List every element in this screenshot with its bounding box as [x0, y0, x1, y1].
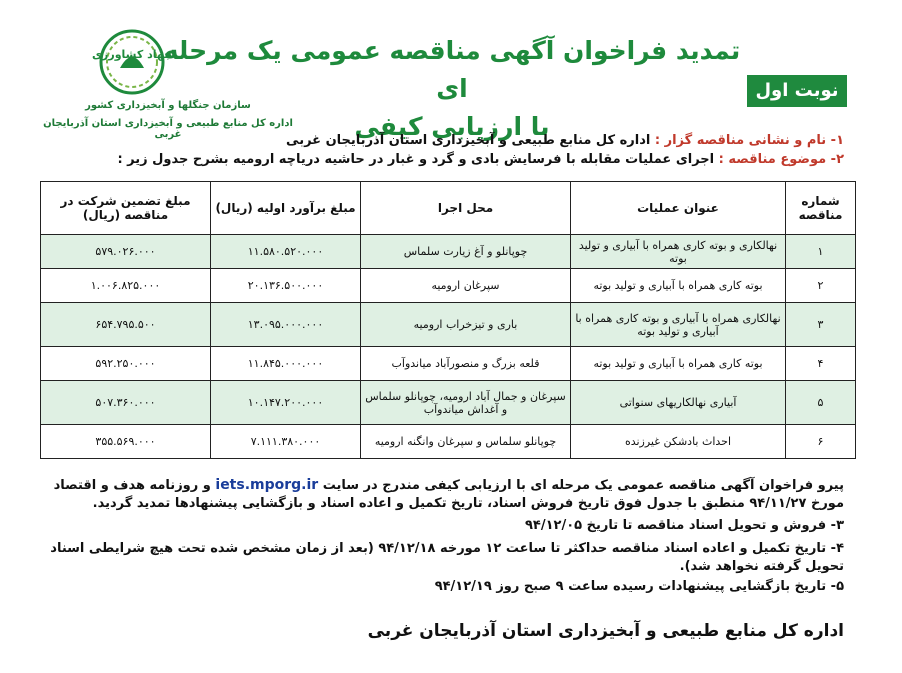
cell-number: ۵	[786, 381, 856, 425]
org-line-1: سازمان جنگلها و آبخیزداری کشور	[85, 100, 251, 111]
tenderer-text: اداره کل منابع طبیعی و آبخیزداری استان آذربایجان غربی	[286, 133, 651, 148]
col-header-title: عنوان عملیات	[571, 182, 786, 235]
cell-guarantee: ۵۷۹.۰۲۶.۰۰۰	[41, 235, 211, 269]
table-row	[41, 381, 856, 425]
cell-estimate: ۱۱.۸۴۵.۰۰۰.۰۰۰	[211, 347, 361, 381]
cell-estimate: ۷.۱۱۱.۳۸۰.۰۰۰	[211, 425, 361, 459]
cell-place: قلعه بزرگ و منصورآباد میاندوآب	[361, 347, 571, 381]
jahad-logo-icon	[91, 28, 173, 96]
cell-guarantee: ۳۵۵.۵۶۹.۰۰۰	[41, 425, 211, 459]
col-header-guarantee: مبلغ تضمین شرکت در مناقصه (ریال)	[41, 182, 211, 235]
cell-number: ۶	[786, 425, 856, 459]
tenderer-label: ۱- نام و نشانی مناقصه گزار :	[654, 133, 844, 148]
cell-title: نهالکاری و بوته کاری همراه با آبیاری و تولید بوته	[571, 235, 786, 269]
table-header-row	[41, 182, 856, 235]
extension-paragraph	[49, 476, 844, 513]
cell-place: چوپانلو سلماس و سپرغان وانگنه ارومیه	[361, 425, 571, 459]
organization-logo	[38, 28, 298, 138]
cell-estimate: ۱۰.۱۴۷.۲۰۰.۰۰۰	[211, 381, 361, 425]
cell-estimate: ۲۰.۱۳۶.۵۰۰.۰۰۰	[211, 269, 361, 303]
cell-guarantee: ۶۵۴.۷۹۵.۵۰۰	[41, 303, 211, 347]
cell-title: بوته کاری همراه با آبیاری و تولید بوته	[571, 269, 786, 303]
col-header-place: محل اجرا	[361, 182, 571, 235]
extension-text-start: پیرو فراخوان آگهی مناقصه عمومی یک مرحله ای با ارزیابی کیفی مندرج در سایت	[322, 478, 844, 493]
subject-line	[117, 152, 844, 167]
cell-place: سپرغان ارومیه	[361, 269, 571, 303]
svg-text:جهاد کشاورزی: جهاد کشاورزی	[91, 48, 173, 61]
cell-number: ۱	[786, 235, 856, 269]
subject-label: ۲- موضوع مناقصه :	[718, 152, 844, 167]
cell-title: آبیاری نهالکاریهای سنواتی	[571, 381, 786, 425]
tenderer-line	[286, 133, 844, 148]
table-row	[41, 303, 856, 347]
cell-place: چوپانلو و آغ زیارت سلماس	[361, 235, 571, 269]
extension-text-end: و روزنامه هدف و اقتصاد مورخ ۹۴/۱۱/۲۷ منطبق با جدول فوق تاریخ فروش اسناد، تاریخ تکمیل و اعاده اسناد و بازگشایی پیشنهادها تمدید گردید.	[53, 478, 844, 511]
table-row	[41, 425, 856, 459]
subject-text: اجرای عملیات مقابله با فرسایش بادی و گرد و غبار در حاشیه دریاچه ارومیه بشرح جدول زیر :	[117, 152, 715, 167]
cell-number: ۴	[786, 347, 856, 381]
website-link[interactable]: iets.mporg.ir	[215, 477, 319, 493]
cell-number: ۲	[786, 269, 856, 303]
item-5-bid-opening: ۵- تاریخ بازگشایی پیشنهادات رسیده ساعت ۹ صبح روز ۹۴/۱۲/۱۹	[434, 579, 844, 594]
table-row	[41, 347, 856, 381]
item-4-document-return: ۴- تاریخ تکمیل و اعاده اسناد مناقصه حداکثر تا ساعت ۱۲ مورخه ۹۴/۱۲/۱۸ (بعد از زمان مشخص شده تحت هیچ شرایطی اسناد تحویل گرفته نخواهد شد).	[50, 541, 844, 574]
footer-signature: اداره کل منابع طبیعی و آبخیزداری استان آذربایجان غربی	[367, 621, 844, 641]
tender-table	[40, 181, 856, 459]
cell-guarantee: ۵۹۲.۲۵۰.۰۰۰	[41, 347, 211, 381]
org-line-2: اداره کل منابع طبیعی و آبخیزداری استان آذربایجان غربی	[43, 118, 293, 140]
cell-number: ۳	[786, 303, 856, 347]
table-row	[41, 269, 856, 303]
title-line-1: تمدید فراخوان آگهی مناقصه عمومی یک مرحله ای	[163, 36, 741, 103]
table-row	[41, 235, 856, 269]
cell-guarantee: ۱.۰۰۶.۸۲۵.۰۰۰	[41, 269, 211, 303]
cell-place: باری و تیزخراب ارومیه	[361, 303, 571, 347]
cell-estimate: ۱۳.۰۹۵.۰۰۰.۰۰۰	[211, 303, 361, 347]
item-3-document-sale: ۳- فروش و تحویل اسناد مناقصه تا تاریخ ۹۴/۱۲/۰۵	[524, 518, 844, 533]
col-header-number: شماره مناقصه	[786, 182, 856, 235]
cell-estimate: ۱۱.۵۸۰.۵۲۰.۰۰۰	[211, 235, 361, 269]
col-header-estimate: مبلغ برآورد اولیه (ریال)	[211, 182, 361, 235]
cell-place: سپرغان و جمال آباد ارومیه، چوپانلو سلماس و آغداش میاندوآب	[361, 381, 571, 425]
round-badge: نوبت اول	[747, 75, 847, 107]
cell-title: نهالکاری همراه با آبیاری و بوته کاری همراه با آبیاری و تولید بوته	[571, 303, 786, 347]
cell-title: بوته کاری همراه با آبیاری و تولید بوته	[571, 347, 786, 381]
cell-guarantee: ۵۰۷.۳۶۰.۰۰۰	[41, 381, 211, 425]
cell-title: احداث بادشکن غیرزنده	[571, 425, 786, 459]
title-line-2: با ارزیابی کیفی	[354, 112, 550, 141]
